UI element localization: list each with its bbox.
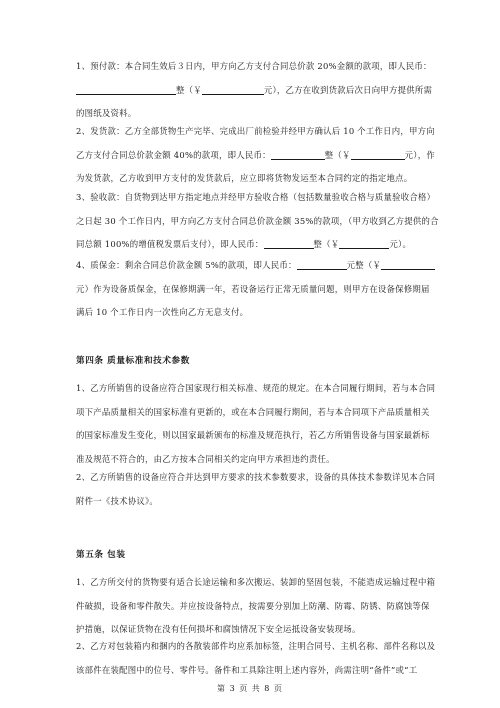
text-fragment: 元），乙方在收到货款后次日向甲方提供所需 [263, 84, 433, 95]
fill-blank [297, 259, 347, 270]
text-line: 1、预付款：本合同生效后３日内，甲方向乙方支付合同总价款 20%金额的款项，即人民币： [76, 61, 432, 71]
text-line: 2、乙方对包装箱内和捆内的各散装部件均应系加标签，注明合同号、主机名称、部件名称以及 [76, 641, 436, 651]
text-fragment: 乙方支付合同总价款金额 40%的款项，即人民币： [76, 149, 271, 160]
page-number: 第 3 页 共 8 页 [217, 684, 283, 693]
text-fragment: 4、质保金：剩余合同总价款金额 5%的款项，即人民币： [76, 260, 297, 270]
clause-warranty-deposit [76, 254, 430, 325]
text-line: 满后 10 个工作日内一次性向乙方无息支付。 [76, 307, 249, 318]
fill-blank [264, 238, 314, 249]
text-line: 的图纸及资料。 [76, 108, 137, 119]
article4-paragraph-1 [76, 377, 436, 471]
article5-paragraph-2 [76, 635, 436, 682]
fill-blank [271, 149, 325, 160]
text-fragment: 元），作 [404, 149, 435, 160]
text-line: 2、发货款：乙方全部货物生产完毕、完成出厂前检验并经甲方确认后 10 个工作日内，甲方向 [76, 126, 435, 136]
text-line: 元）作为设备质保金，在保修期满一年，若设备运行正常无质量问题，则甲方在设备保修期届 [76, 283, 430, 294]
text-line: 附件一《技术协议》。 [76, 495, 159, 506]
text-line [76, 144, 435, 168]
text-line: 之日起 30 个工作日内，甲方向乙方支付合同总价款金额 35%的款项，（甲方收到乙方提供的合 [76, 215, 439, 226]
text-line: 件破损，设备和零件散失。并应按设备特点，按需要分别加上防潮、防霉、防锈、防腐蚀等保 [76, 600, 430, 611]
clause-delivery-payment [76, 120, 435, 191]
text-fragment: 整（￥ [324, 149, 351, 160]
clause-prepayment [76, 55, 433, 126]
section-heading-article5: 第五条 包装 [76, 550, 126, 560]
text-line: 3、验收款：自货物到达甲方指定地点并经甲方验收合格（包括数量验收合格与质量验收合格） [76, 192, 436, 202]
text-line: 项下产品质量相关的国家标准有更新的，或在本合同履行期间，若与本合同项下产品质量相关 [76, 406, 430, 417]
text-line: 2、乙方所销售的设备应符合并达到甲方要求的技术参数要求，设备的具体技术参数详见本合同 [76, 472, 436, 482]
text-line: 准及规范不符合的，由乙方按本合同相关约定向甲方承担违约责任。 [76, 453, 335, 464]
article4-paragraph-2 [76, 466, 436, 513]
article5-paragraph-1 [76, 571, 436, 642]
text-line: 1、乙方所交付的货物要有适合长途运输和多次搬运、装卸的坚固包装，不能造成运输过程中箱 [76, 577, 436, 587]
fill-blank [202, 84, 264, 95]
text-line: 为发货款，乙方收到甲方支付的发货款后，应立即将货物发运至本合同约定的指定地点。 [76, 173, 413, 184]
fill-blank [76, 84, 176, 95]
text-line: 的国家标准发生变化，则以国家最新颁布的标准及规范执行，若乙方所销售设备与国家最新标 [76, 430, 430, 441]
fill-blank [339, 238, 389, 249]
section-heading-article4: 第四条 质量标准和技术参数 [76, 356, 190, 366]
text-line [76, 254, 426, 278]
text-line: 护措施，以保证货物在没有任何损坏和腐蚀情况下安全运抵设备安装现场。 [76, 624, 361, 635]
text-line [76, 79, 433, 103]
text-fragment: 整（￥ [313, 239, 340, 250]
text-fragment: 同总额 100%的增值税发票后支付），即人民币： [76, 239, 264, 250]
text-line: 1、乙方所销售的设备应符合国家现行相关标准、规范的规定。在本合同履行期间，若与本合同 [76, 383, 436, 393]
text-fragment: 元）。 [389, 239, 412, 250]
fill-blank [381, 259, 435, 270]
text-fragment: 元整（￥ [346, 260, 382, 270]
fill-blank [351, 149, 405, 160]
text-line: 该部件在装配图中的位号、零件号。备件和工具除注明上述内容外，尚需注明“备件”或“工 [76, 664, 418, 675]
text-fragment: 整（￥ [176, 84, 202, 95]
clause-acceptance-payment [76, 186, 439, 257]
